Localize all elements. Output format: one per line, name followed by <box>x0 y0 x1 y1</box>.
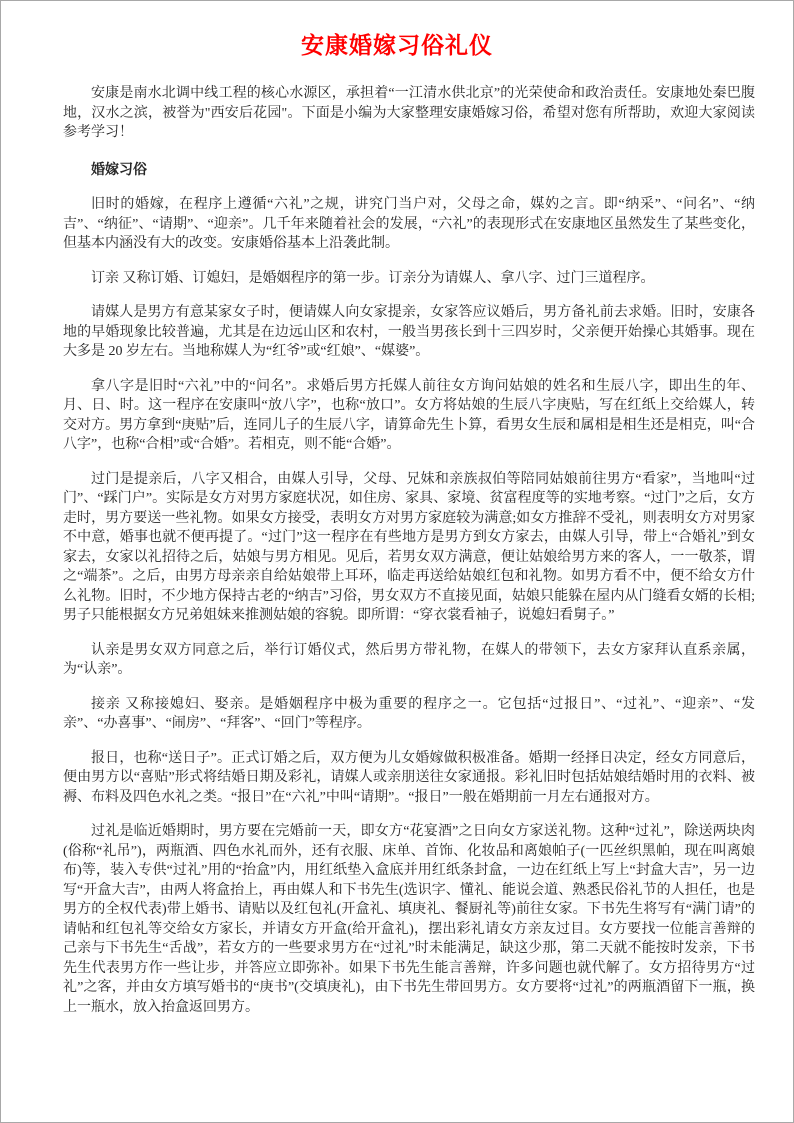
body-paragraph-nabazi: 拿八字是旧时“六礼”中的“问名”。求婚后男方托媒人前往女方询问姑娘的姓名和生辰八字，即出生的年、月、日、时。这一程序在安康叫“放八字”，也称“放口”。女方将姑娘的生辰八字庚贴，写在红纸上交给媒人，转交对方。男方拿到“庚贴”后，连同儿子的生辰八字，请算命先生卜算，看男女生辰和属相是相生还是相克，叫“合八字”，也称“合相”或“合婚”。若相克，则不能“合婚”。 <box>63 378 755 452</box>
body-paragraph-dingqin: 订亲 又称订婚、订媳妇，是婚姻程序的第一步。订亲分为请媒人、拿八字、过门三道程序。 <box>91 270 655 286</box>
body-paragraph-renqin: 认亲是男女双方同意之后，举行订婚仪式，然后男方带礼物，在媒人的带领下，去女方家拜认直系亲属，为“认亲”。 <box>63 642 755 677</box>
document-title: 安康婚嫁习俗礼仪 <box>301 32 493 58</box>
body-paragraph-guoli: 过礼是临近婚期时，男方要在完婚前一天，即女方“花宴酒”之日向女方家送礼物。这种“过礼”，除送两块肉(俗称“礼吊”)，两瓶酒、四色水礼而外，还有衣服、床单、首饰、化妆品和离娘帕子(一匹丝织黑帕，现在叫离娘布)等，装入专供“过礼”用的“抬盒”内，用红纸垫入盒底并用红纸条封盒，一边在红纸上写上“封盒大吉”，另一边写“开盒大吉”，由两人将盒抬上，再由媒人和下书先生(选识字、懂礼、能说会道、熟悉民俗礼节的人担任，也是男方的全权代表)带上婚书、请贴以及红包礼(开盒礼、填庚礼、餐厨礼等)前往女家。下书先生将写有“满门请”的请帖和红包礼等交给女方家长，并请女方开盒(给开盒礼)，摆出彩礼请女方亲友过目。女方要找一位能言善辩的己亲与下书先生“舌战”，若女方的一些要求男方在“过礼”时未能满足，缺这少那，第二天就不能按时发亲，下书先生代表男方作一些让步，并答应立即弥补。如果下书先生能言善辩，许多问题也就代解了。女方招待男方“过礼”之客，并由女方填写婚书的“庚书”(交填庚礼)，由下书先生带回男方。女方要将“过礼”的两瓶酒留下一瓶，换上一瓶水，放入抬盒返回男方。 <box>63 824 755 1015</box>
body-paragraph-qingmeiren: 请媒人是男方有意某家女子时，便请媒人向女家提亲，女家答应议婚后，男方备礼前去求婚。旧时，安康各地的早婚现象比较普遍，尤其是在边远山区和农村，一般当男孩长到十三四岁时，父亲便开始操心其婚事。现在大多是 20 岁左右。当地称媒人为“红爷”或“红娘”、“媒婆”。 <box>63 305 755 359</box>
section-heading: 婚嫁习俗 <box>91 162 147 178</box>
body-paragraph-baori: 报日，也称“送日子”。正式订婚之后，双方便为儿女婚嫁做积极准备。婚期一经择日决定，经女方同意后，便由男方以“喜贴”形式将结婚日期及彩礼，请媒人或亲朋送往女家通报。彩礼旧时包括姑娘结婚时用的衣料、被褥、布料及四色水礼之类。“报日”在“六礼”中叫“请期”。“报日”一般在婚期前一月左右通报对方。 <box>63 750 755 805</box>
body-paragraph-liuli: 旧时的婚嫁，在程序上遵循“六礼”之规，讲究门当户对，父母之命，媒妁之言。即“纳采”、“问名”、“纳吉”、“纳征”、“请期”、“迎亲”。几千年来随着社会的发展，“六礼”的表现形式在安康地区虽然发生了某些变化，但基本内涵没有大的改变。安康婚俗基本上沿袭此制。 <box>63 197 755 251</box>
intro-paragraph: 安康是南水北调中线工程的核心水源区，承担着“一江清水供北京”的光荣使命和政治责任。安康地处秦巴腹地，汉水之滨，被誉为"西安后花园"。下面是小编为大家整理安康婚嫁习俗，希望对您有所帮助，欢迎大家阅读参考学习！ <box>63 86 755 140</box>
body-paragraph-jieqin: 接亲 又称接媳妇、娶亲。是婚姻程序中极为重要的程序之一。它包括“过报日”、“过礼”、“迎亲”、“发亲”、“办喜事”、“闹房”、“拜客”、“回门”等程序。 <box>63 696 755 731</box>
body-paragraph-guomen: 过门是提亲后，八字又相合，由媒人引导，父母、兄妹和亲族叔伯等陪同姑娘前往男方“看家”，当地叫“过门”、“踩门户”。实际是女方对男方家庭状况，如住房、家具、家境、贫富程度等的实地考察。“过门”之后，女方走时，男方要送一些礼物。如果女方接受，表明女方对男方家庭较为满意;如女方推辞不受礼，则表明女方对男家不中意，婚事也就不便再提了。“过门”这一程序在有些地方是男方到女方家去，由媒人引导，带上“合婚礼”到女家去，女家以礼招待之后，姑娘与男方相见。见后，若男女双方满意，便让姑娘给男方来的客人，一一敬茶，谓之“端茶”。之后，由男方母亲亲自给姑娘带上耳环，临走再送给姑娘红包和礼物。如男方看不中，便不给女方什么礼物。旧时，不少地方保持古老的“纳吉”习俗，男女双方不直接见面，姑娘只能躲在屋内从门缝看女婿的长相;男子只能根据女方兄弟姐妹来推测姑娘的容貌。即所谓：“穿衣裳看袖子，说媳妇看舅子。” <box>63 471 755 623</box>
